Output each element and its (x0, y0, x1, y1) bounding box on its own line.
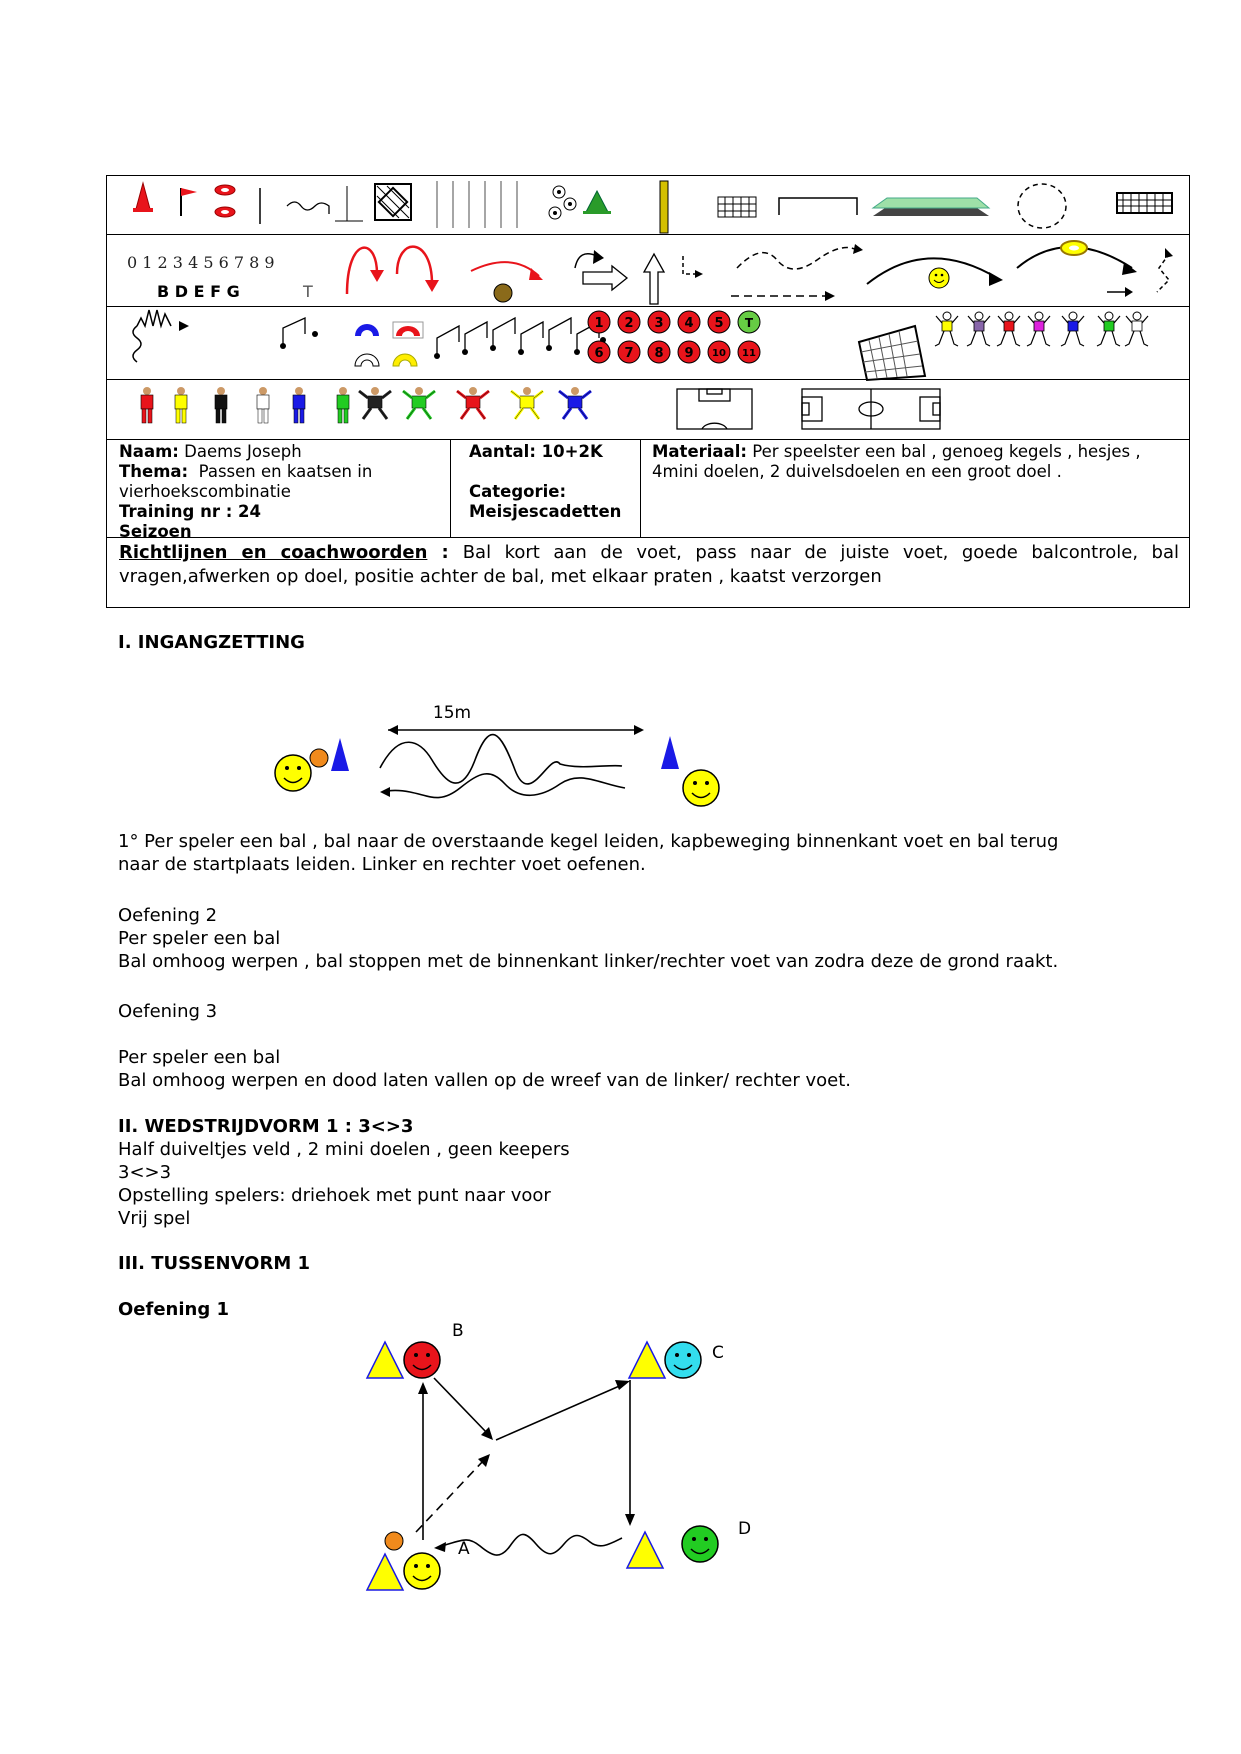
ladder-poles-icon (437, 181, 517, 228)
exercise-2-title: Oefening 2 (118, 905, 218, 926)
thema-label: Thema: (119, 462, 189, 481)
player-figures-row (107, 379, 1189, 439)
exercise-3-line-2: Bal omhoog werpen en dood laten vallen op de wreef van de linker/ rechter voet. (118, 1070, 851, 1091)
red-token-label: 2 (624, 316, 634, 331)
label-d: D (738, 1519, 752, 1539)
smiley-yellow-icon (683, 770, 719, 806)
thema-value: Passen en kaatsen in vierhoekscombinatie (119, 462, 373, 501)
player-figure-icon (293, 387, 305, 423)
section-2-title: II. WEDSTRIJDVORM 1 : 3<>3 (118, 1116, 414, 1137)
dribble-path (380, 735, 622, 784)
yellow-cone-icon (367, 1554, 403, 1590)
naam-label: Naam: (119, 442, 179, 461)
dashed-curve-arrow-icon (737, 248, 857, 269)
big-goal-icon (1117, 193, 1172, 213)
zigzag-dashed-icon (1157, 254, 1169, 292)
pass-arrow-center-c (496, 1384, 624, 1440)
section-2-line-4: Vrij spel (118, 1208, 191, 1229)
aantal-label: Aantal: 10+2K (469, 442, 603, 461)
red-token-label: 7 (624, 346, 634, 361)
red-token-label: 3 (654, 316, 664, 331)
stick-players (935, 312, 1148, 346)
blue-cone-icon (661, 736, 679, 769)
training-header-table (106, 175, 1190, 608)
yellow-cone-icon (627, 1532, 663, 1568)
goalkeeper-icon (359, 387, 391, 419)
goalkeeper-icon (457, 387, 489, 419)
naam-value: Daems Joseph (184, 442, 302, 461)
numbered-tokens (588, 311, 760, 363)
section-2-line-1: Half duiveltjes veld , 2 mini doelen , geen keepers (118, 1139, 570, 1160)
smiley-yellow-icon (404, 1553, 440, 1589)
stick-player-icon (967, 312, 990, 346)
coaching-guidelines: Richtlijnen en coachwoorden : Bal kort aan de voet, pass naar de juiste voet, goede balcontrole, bal vragen,afwerken op doel, positie achter de bal, met elkaar praten , kaatst verzorgen (119, 542, 1179, 587)
label-b: B (452, 1321, 464, 1341)
green-cone-icon (583, 191, 611, 214)
richtlijnen-label: Richtlijnen en coachwoorden (119, 542, 428, 563)
net-goal-icon (718, 197, 756, 217)
player-figure-icon (141, 387, 153, 423)
trainer-info (119, 442, 444, 542)
section-3-title: III. TUSSENVORM 1 (118, 1253, 311, 1274)
digits-label: 0 1 2 3 4 5 6 7 8 9 (127, 253, 275, 272)
full-pitch-icon (802, 389, 940, 429)
goalpost-icon (660, 181, 668, 233)
seizoen-label: Seizoen (119, 522, 192, 541)
exercise-2-line-2: Bal omhoog werpen , bal stoppen met de binnenkant linker/rechter voet van zodra deze de grond raakt. (118, 951, 1059, 972)
red-token-label: 5 (714, 316, 724, 331)
square-passing-diagram (360, 1310, 780, 1600)
ball-icon (494, 284, 512, 302)
label-c: C (712, 1343, 724, 1363)
categorie-label: Categorie: (469, 482, 567, 501)
hurdle-icon (335, 186, 363, 221)
exercise-2-line-1: Per speler een bal (118, 928, 281, 949)
distance-label: 15m (432, 703, 472, 723)
yellow-cone-icon (367, 1342, 403, 1378)
letters-label: B D E F G (157, 282, 240, 301)
player-figure-icon (215, 387, 227, 423)
hollow-arrow-right-icon (583, 266, 627, 290)
ball-icon (310, 749, 328, 767)
disc-markers-icon (215, 185, 235, 217)
section-2-line-2: 3<>3 (118, 1162, 172, 1183)
red-token-label: 6 (594, 346, 604, 361)
blue-half-ring-icon (355, 324, 379, 336)
stick-player-icon (1097, 312, 1120, 346)
stick-player-icon (935, 312, 958, 346)
stick-player-icon (1027, 312, 1050, 346)
smiley-yellow-icon (275, 755, 311, 791)
red-token-label: 8 (654, 346, 664, 361)
red-token-label: 1 (594, 316, 604, 331)
stick-player-icon (1061, 312, 1084, 346)
yellow-cone-icon (629, 1342, 665, 1378)
red-token-label: 9 (684, 346, 694, 361)
hollow-arrow-up-icon (644, 254, 664, 304)
cone-icon (133, 183, 153, 212)
dashed-circle-icon (1018, 184, 1066, 228)
white-half-ring-icon (355, 354, 379, 366)
exercise-3-line-1: Per speler een bal (118, 1047, 281, 1068)
group-info (469, 442, 634, 522)
goalkeeper-icon (403, 387, 435, 419)
hurdle-line-icon (280, 318, 318, 349)
materiaal-label: Materiaal: (652, 442, 747, 461)
hurdle-path-icon (287, 202, 329, 214)
corner-flag-icon (181, 188, 197, 216)
label-a: A (458, 1539, 470, 1559)
ball-icon (385, 1532, 403, 1550)
yellow-half-ring-icon (393, 354, 417, 366)
red-token-label: 4 (684, 316, 694, 331)
material-info (652, 442, 1182, 482)
dribble-path-icon (133, 310, 171, 362)
curved-pass-arrow-icon (397, 247, 432, 284)
training-number: Training nr : 24 (119, 502, 262, 521)
red-token-label: 10 (712, 348, 726, 359)
smiley-cyan-icon (665, 1342, 701, 1378)
goalkeeper-icon (559, 387, 591, 419)
table-divider (640, 439, 641, 537)
dashed-run-arrow-icon (683, 256, 697, 274)
return-dribble-path (382, 774, 625, 798)
ring-icon (1061, 241, 1087, 255)
goalkeeper-icon (511, 387, 543, 419)
green-token-label: T (744, 316, 754, 330)
square-zone-icon (375, 184, 411, 220)
smiley-red-icon (404, 1342, 440, 1378)
player-figure-icon (175, 387, 187, 423)
rebound-net-icon (859, 326, 925, 380)
shot-arrow-icon (471, 262, 539, 276)
richtlijnen-value: Bal kort aan de voet, pass naar de juiste voet, goede balcontrole, bal vragen,afwerken op doel, positie achter de bal, met elkaar praten , kaatst verzorgen (119, 542, 1179, 587)
exercise-1-line-1: 1° Per speler een bal , bal naar de overstaande kegel leiden, kapbeweging binnenkant voet en bal terug (118, 831, 1059, 852)
dribble-diagram (260, 700, 740, 820)
exercise-1-line-2: naar de startplaats leiden. Linker en rechter voet oefenen. (118, 854, 646, 875)
stick-player-icon (997, 312, 1020, 346)
pitch-area-icon (873, 198, 989, 216)
section-3-exercise-1: Oefening 1 (118, 1299, 230, 1320)
section-2-line-3: Opstelling spelers: driehoek met punt naar voor (118, 1185, 551, 1206)
balls-icon (549, 186, 576, 219)
letter-t-label: T (303, 282, 313, 301)
red-token-label: 11 (742, 348, 756, 359)
materiaal-value: Per speelster een bal , genoeg kegels , hesjes , 4mini doelen, 2 duivelsdoelen en een groot doel . (652, 442, 1141, 481)
blue-cone-icon (331, 738, 349, 771)
stick-player-icon (1125, 312, 1148, 346)
smiley-green-icon (682, 1526, 718, 1562)
player-figure-icon (337, 387, 349, 423)
player-figure-icon (257, 387, 269, 423)
run-arrow-a-center (416, 1460, 484, 1532)
section-1-title: I. INGANGZETTING (118, 632, 305, 653)
categorie-value: Meisjescadetten (469, 502, 622, 521)
smiley-yellow-icon (929, 268, 949, 288)
table-divider (107, 439, 1189, 440)
half-pitch-icon (677, 389, 752, 429)
table-divider (450, 439, 451, 537)
mini-goal-icon (779, 198, 857, 215)
exercise-3-title: Oefening 3 (118, 1001, 218, 1022)
red-half-ring-icon (393, 322, 423, 338)
pass-arrow-b-center (434, 1378, 488, 1434)
